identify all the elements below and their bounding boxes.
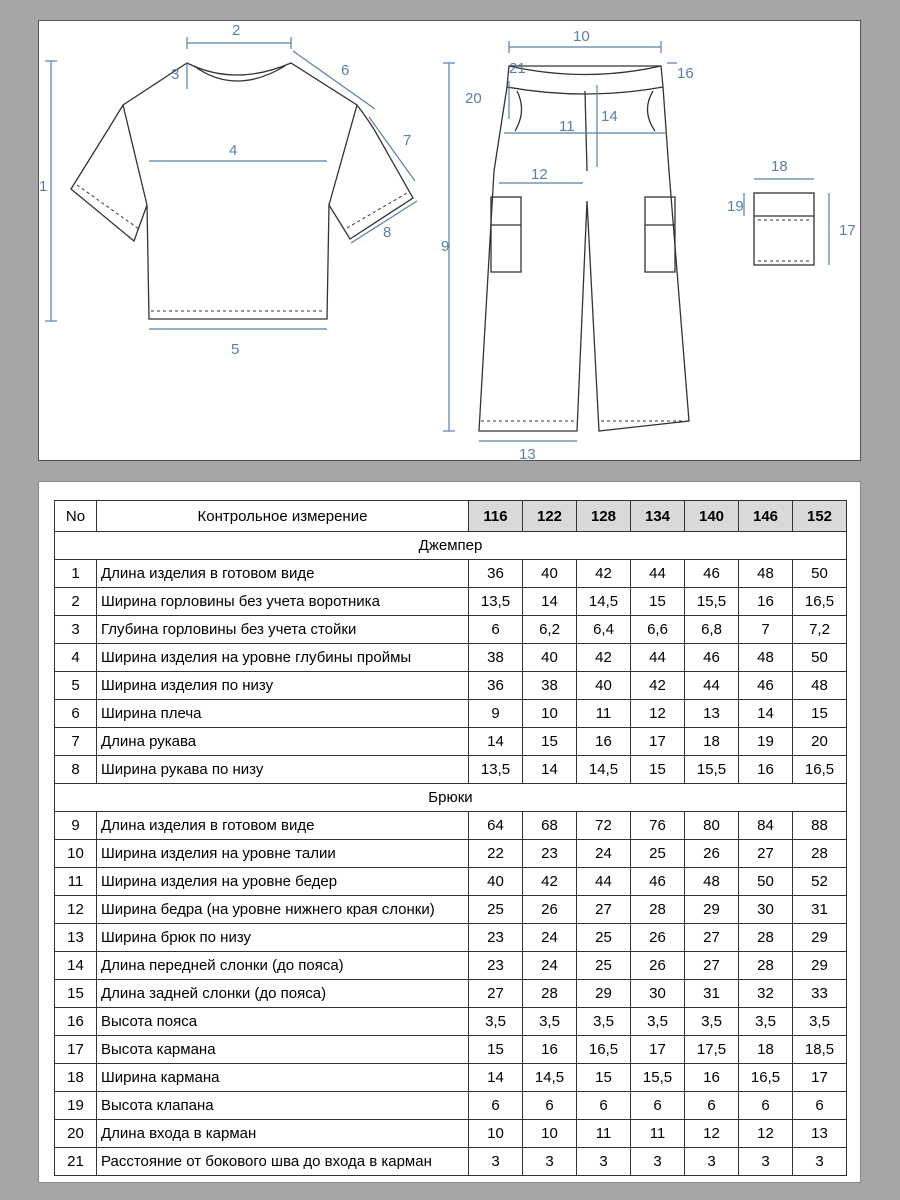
- size-value: 6: [631, 1092, 685, 1120]
- pants-label-16: 16: [677, 65, 694, 82]
- row-number: 9: [55, 812, 97, 840]
- table-row: [55, 1064, 847, 1092]
- size-value: 29: [577, 980, 631, 1008]
- header-size: 128: [577, 501, 631, 532]
- row-number: 21: [55, 1148, 97, 1176]
- row-number: 8: [55, 756, 97, 784]
- jumper-label-7: 7: [403, 132, 412, 149]
- size-value: 44: [631, 560, 685, 588]
- size-value: 44: [577, 868, 631, 896]
- size-value: 6,2: [523, 616, 577, 644]
- jumper-label-1: 1: [39, 178, 48, 195]
- size-value: 6,8: [685, 616, 739, 644]
- jumper-label-4: 4: [229, 142, 238, 159]
- size-value: 14: [523, 756, 577, 784]
- size-value: 3,5: [793, 1008, 847, 1036]
- size-value: 46: [739, 672, 793, 700]
- size-value: 64: [469, 812, 523, 840]
- size-value: 16: [577, 728, 631, 756]
- size-value: 28: [631, 896, 685, 924]
- size-value: 7: [739, 616, 793, 644]
- size-value: 3,5: [631, 1008, 685, 1036]
- size-value: 14,5: [577, 756, 631, 784]
- table-row: [55, 896, 847, 924]
- size-value: 3,5: [523, 1008, 577, 1036]
- size-value: 3: [523, 1148, 577, 1176]
- size-value: 24: [523, 924, 577, 952]
- size-value: 48: [739, 644, 793, 672]
- size-value: 48: [685, 868, 739, 896]
- size-value: 3: [793, 1148, 847, 1176]
- size-value: 3: [685, 1148, 739, 1176]
- size-value: 13,5: [469, 588, 523, 616]
- pocket-label-18: 18: [771, 158, 788, 175]
- row-number: 18: [55, 1064, 97, 1092]
- size-value: 18,5: [793, 1036, 847, 1064]
- measurement-name: Длина изделия в готовом виде: [97, 812, 469, 840]
- size-value: 20: [793, 728, 847, 756]
- size-value: 12: [631, 700, 685, 728]
- size-value: 33: [793, 980, 847, 1008]
- size-value: 36: [469, 560, 523, 588]
- row-number: 11: [55, 868, 97, 896]
- size-value: 18: [685, 728, 739, 756]
- size-chart-table: [54, 500, 847, 1176]
- size-value: 72: [577, 812, 631, 840]
- table-row: [55, 1008, 847, 1036]
- size-value: 26: [685, 840, 739, 868]
- size-value: 6: [523, 1092, 577, 1120]
- size-value: 29: [793, 952, 847, 980]
- table-row: [55, 616, 847, 644]
- measurement-name: Ширина кармана: [97, 1064, 469, 1092]
- pants-label-10: 10: [573, 28, 590, 45]
- size-value: 14,5: [523, 1064, 577, 1092]
- row-number: 10: [55, 840, 97, 868]
- size-value: 16: [523, 1036, 577, 1064]
- table-row: [55, 588, 847, 616]
- section-row: [55, 532, 847, 560]
- header-measurement: Контрольное измерение: [97, 501, 469, 532]
- size-value: 3: [631, 1148, 685, 1176]
- size-value: 13,5: [469, 756, 523, 784]
- technical-drawing-panel: [38, 20, 861, 461]
- size-value: 18: [739, 1036, 793, 1064]
- size-value: 50: [793, 560, 847, 588]
- pocket-dimensions: [727, 158, 856, 265]
- row-number: 6: [55, 700, 97, 728]
- size-value: 3: [469, 1148, 523, 1176]
- header-no: No: [55, 501, 97, 532]
- size-value: 17: [793, 1064, 847, 1092]
- size-value: 40: [523, 644, 577, 672]
- size-value: 14: [523, 588, 577, 616]
- size-value: 15,5: [685, 756, 739, 784]
- table-row: [55, 1148, 847, 1176]
- measurement-name: Высота кармана: [97, 1036, 469, 1064]
- measurement-name: Ширина изделия на уровне талии: [97, 840, 469, 868]
- table-row: [55, 560, 847, 588]
- measurement-name: Высота пояса: [97, 1008, 469, 1036]
- header-size: 152: [793, 501, 847, 532]
- measurement-name: Длина передней слонки (до пояса): [97, 952, 469, 980]
- size-value: 44: [631, 644, 685, 672]
- size-value: 14: [469, 1064, 523, 1092]
- size-value: 9: [469, 700, 523, 728]
- table-row: [55, 756, 847, 784]
- table-row: [55, 952, 847, 980]
- row-number: 17: [55, 1036, 97, 1064]
- table-row: [55, 812, 847, 840]
- pants-label-13: 13: [519, 446, 536, 462]
- jumper-sketch: [71, 63, 413, 319]
- size-value: 30: [739, 896, 793, 924]
- size-value: 52: [793, 868, 847, 896]
- size-value: 3,5: [577, 1008, 631, 1036]
- size-value: 24: [577, 840, 631, 868]
- size-value: 15: [631, 588, 685, 616]
- size-value: 3: [739, 1148, 793, 1176]
- header-size: 146: [739, 501, 793, 532]
- size-value: 28: [523, 980, 577, 1008]
- size-value: 23: [469, 924, 523, 952]
- size-value: 48: [739, 560, 793, 588]
- header-size: 116: [469, 501, 523, 532]
- row-number: 1: [55, 560, 97, 588]
- header-size: 140: [685, 501, 739, 532]
- size-value: 29: [793, 924, 847, 952]
- size-value: 38: [469, 644, 523, 672]
- jumper-label-8: 8: [383, 224, 392, 241]
- pocket-label-19: 19: [727, 198, 744, 215]
- measurement-name: Ширина бедра (на уровне нижнего края слонки): [97, 896, 469, 924]
- size-value: 16: [739, 588, 793, 616]
- size-value: 27: [685, 924, 739, 952]
- size-value: 6: [793, 1092, 847, 1120]
- pocket-sketch: [754, 193, 814, 265]
- size-value: 48: [793, 672, 847, 700]
- size-value: 31: [793, 896, 847, 924]
- size-value: 27: [469, 980, 523, 1008]
- jumper-dimensions: [39, 22, 417, 358]
- size-value: 15: [577, 1064, 631, 1092]
- row-number: 20: [55, 1120, 97, 1148]
- size-value: 12: [685, 1120, 739, 1148]
- row-number: 19: [55, 1092, 97, 1120]
- header-size: 134: [631, 501, 685, 532]
- size-value: 42: [577, 560, 631, 588]
- size-value: 27: [739, 840, 793, 868]
- size-value: 68: [523, 812, 577, 840]
- size-value: 42: [523, 868, 577, 896]
- size-value: 15,5: [631, 1064, 685, 1092]
- jumper-label-6: 6: [341, 62, 350, 79]
- pants-label-12: 12: [531, 166, 548, 183]
- size-value: 26: [631, 952, 685, 980]
- table-header-row: [55, 501, 847, 532]
- pocket-label-17: 17: [839, 222, 856, 239]
- size-value: 50: [739, 868, 793, 896]
- jumper-label-5: 5: [231, 341, 240, 358]
- row-number: 4: [55, 644, 97, 672]
- size-value: 46: [685, 644, 739, 672]
- table-row: [55, 868, 847, 896]
- measurement-name: Ширина рукава по низу: [97, 756, 469, 784]
- size-value: 6: [469, 1092, 523, 1120]
- size-value: 15: [523, 728, 577, 756]
- size-value: 29: [685, 896, 739, 924]
- table-row: [55, 700, 847, 728]
- table-row: [55, 840, 847, 868]
- size-value: 25: [577, 952, 631, 980]
- size-value: 31: [685, 980, 739, 1008]
- size-value: 3: [577, 1148, 631, 1176]
- table-row: [55, 1036, 847, 1064]
- size-value: 25: [469, 896, 523, 924]
- size-value: 6: [577, 1092, 631, 1120]
- size-value: 16,5: [577, 1036, 631, 1064]
- size-value: 7,2: [793, 616, 847, 644]
- measurement-name: Длина рукава: [97, 728, 469, 756]
- size-value: 15: [631, 756, 685, 784]
- size-value: 13: [793, 1120, 847, 1148]
- pants-sketch: [479, 66, 689, 431]
- size-value: 46: [685, 560, 739, 588]
- jumper-label-2: 2: [232, 22, 241, 39]
- size-value: 27: [577, 896, 631, 924]
- size-value: 15,5: [685, 588, 739, 616]
- jumper-label-3: 3: [171, 66, 180, 83]
- size-value: 16: [739, 756, 793, 784]
- size-value: 16,5: [739, 1064, 793, 1092]
- size-value: 14: [469, 728, 523, 756]
- measurement-name: Ширина брюк по низу: [97, 924, 469, 952]
- pants-label-14: 14: [601, 108, 618, 125]
- size-value: 19: [739, 728, 793, 756]
- size-value: 44: [685, 672, 739, 700]
- measurement-name: Ширина изделия на уровне глубины проймы: [97, 644, 469, 672]
- size-value: 6: [469, 616, 523, 644]
- size-value: 38: [523, 672, 577, 700]
- garment-sketch: [39, 21, 862, 462]
- size-value: 42: [577, 644, 631, 672]
- pants-label-20: 20: [465, 90, 482, 107]
- size-value: 17,5: [685, 1036, 739, 1064]
- row-number: 3: [55, 616, 97, 644]
- table-row: [55, 1092, 847, 1120]
- size-value: 12: [739, 1120, 793, 1148]
- size-value: 11: [577, 700, 631, 728]
- size-value: 16,5: [793, 588, 847, 616]
- size-value: 76: [631, 812, 685, 840]
- row-number: 13: [55, 924, 97, 952]
- size-value: 46: [631, 868, 685, 896]
- size-value: 28: [793, 840, 847, 868]
- section-row: [55, 784, 847, 812]
- size-value: 26: [631, 924, 685, 952]
- table-row: [55, 924, 847, 952]
- table-row: [55, 980, 847, 1008]
- size-value: 42: [631, 672, 685, 700]
- size-value: 14: [739, 700, 793, 728]
- size-value: 36: [469, 672, 523, 700]
- row-number: 16: [55, 1008, 97, 1036]
- size-value: 28: [739, 952, 793, 980]
- size-value: 28: [739, 924, 793, 952]
- size-value: 32: [739, 980, 793, 1008]
- size-value: 11: [631, 1120, 685, 1148]
- row-number: 15: [55, 980, 97, 1008]
- size-value: 16: [685, 1064, 739, 1092]
- size-value: 11: [577, 1120, 631, 1148]
- measurement-name: Длина изделия в готовом виде: [97, 560, 469, 588]
- size-value: 40: [469, 868, 523, 896]
- size-value: 25: [577, 924, 631, 952]
- size-value: 23: [469, 952, 523, 980]
- size-value: 26: [523, 896, 577, 924]
- measurement-name: Ширина горловины без учета воротника: [97, 588, 469, 616]
- measurement-name: Длина входа в карман: [97, 1120, 469, 1148]
- size-value: 17: [631, 1036, 685, 1064]
- size-table-panel: [38, 481, 861, 1183]
- measurement-name: Ширина изделия на уровне бедер: [97, 868, 469, 896]
- row-number: 14: [55, 952, 97, 980]
- size-value: 17: [631, 728, 685, 756]
- section-title: Джемпер: [55, 532, 847, 560]
- pants-label-21: 21: [509, 60, 526, 77]
- size-value: 50: [793, 644, 847, 672]
- size-value: 15: [793, 700, 847, 728]
- pants-label-11: 11: [559, 118, 575, 135]
- size-value: 6,6: [631, 616, 685, 644]
- size-value: 84: [739, 812, 793, 840]
- size-value: 22: [469, 840, 523, 868]
- size-value: 40: [577, 672, 631, 700]
- size-value: 40: [523, 560, 577, 588]
- size-value: 6: [739, 1092, 793, 1120]
- size-value: 10: [469, 1120, 523, 1148]
- size-value: 88: [793, 812, 847, 840]
- size-value: 80: [685, 812, 739, 840]
- measurement-name: Ширина плеча: [97, 700, 469, 728]
- header-size: 122: [523, 501, 577, 532]
- measurement-name: Высота клапана: [97, 1092, 469, 1120]
- measurement-name: Расстояние от бокового шва до входа в карман: [97, 1148, 469, 1176]
- table-row: [55, 672, 847, 700]
- size-value: 25: [631, 840, 685, 868]
- size-value: 13: [685, 700, 739, 728]
- size-value: 16,5: [793, 756, 847, 784]
- size-value: 10: [523, 1120, 577, 1148]
- size-value: 15: [469, 1036, 523, 1064]
- measurement-name: Глубина горловины без учета стойки: [97, 616, 469, 644]
- size-value: 6: [685, 1092, 739, 1120]
- table-row: [55, 644, 847, 672]
- measurement-name: Ширина изделия по низу: [97, 672, 469, 700]
- size-value: 24: [523, 952, 577, 980]
- size-value: 30: [631, 980, 685, 1008]
- row-number: 12: [55, 896, 97, 924]
- size-value: 14,5: [577, 588, 631, 616]
- size-value: 10: [523, 700, 577, 728]
- size-value: 6,4: [577, 616, 631, 644]
- size-value: 3,5: [739, 1008, 793, 1036]
- size-value: 3,5: [469, 1008, 523, 1036]
- measurement-name: Длина задней слонки (до пояса): [97, 980, 469, 1008]
- pants-label-9: 9: [441, 238, 450, 255]
- size-value: 27: [685, 952, 739, 980]
- section-title: Брюки: [55, 784, 847, 812]
- table-row: [55, 1120, 847, 1148]
- row-number: 5: [55, 672, 97, 700]
- row-number: 7: [55, 728, 97, 756]
- table-body: [55, 532, 847, 1176]
- size-value: 23: [523, 840, 577, 868]
- table-row: [55, 728, 847, 756]
- row-number: 2: [55, 588, 97, 616]
- size-value: 3,5: [685, 1008, 739, 1036]
